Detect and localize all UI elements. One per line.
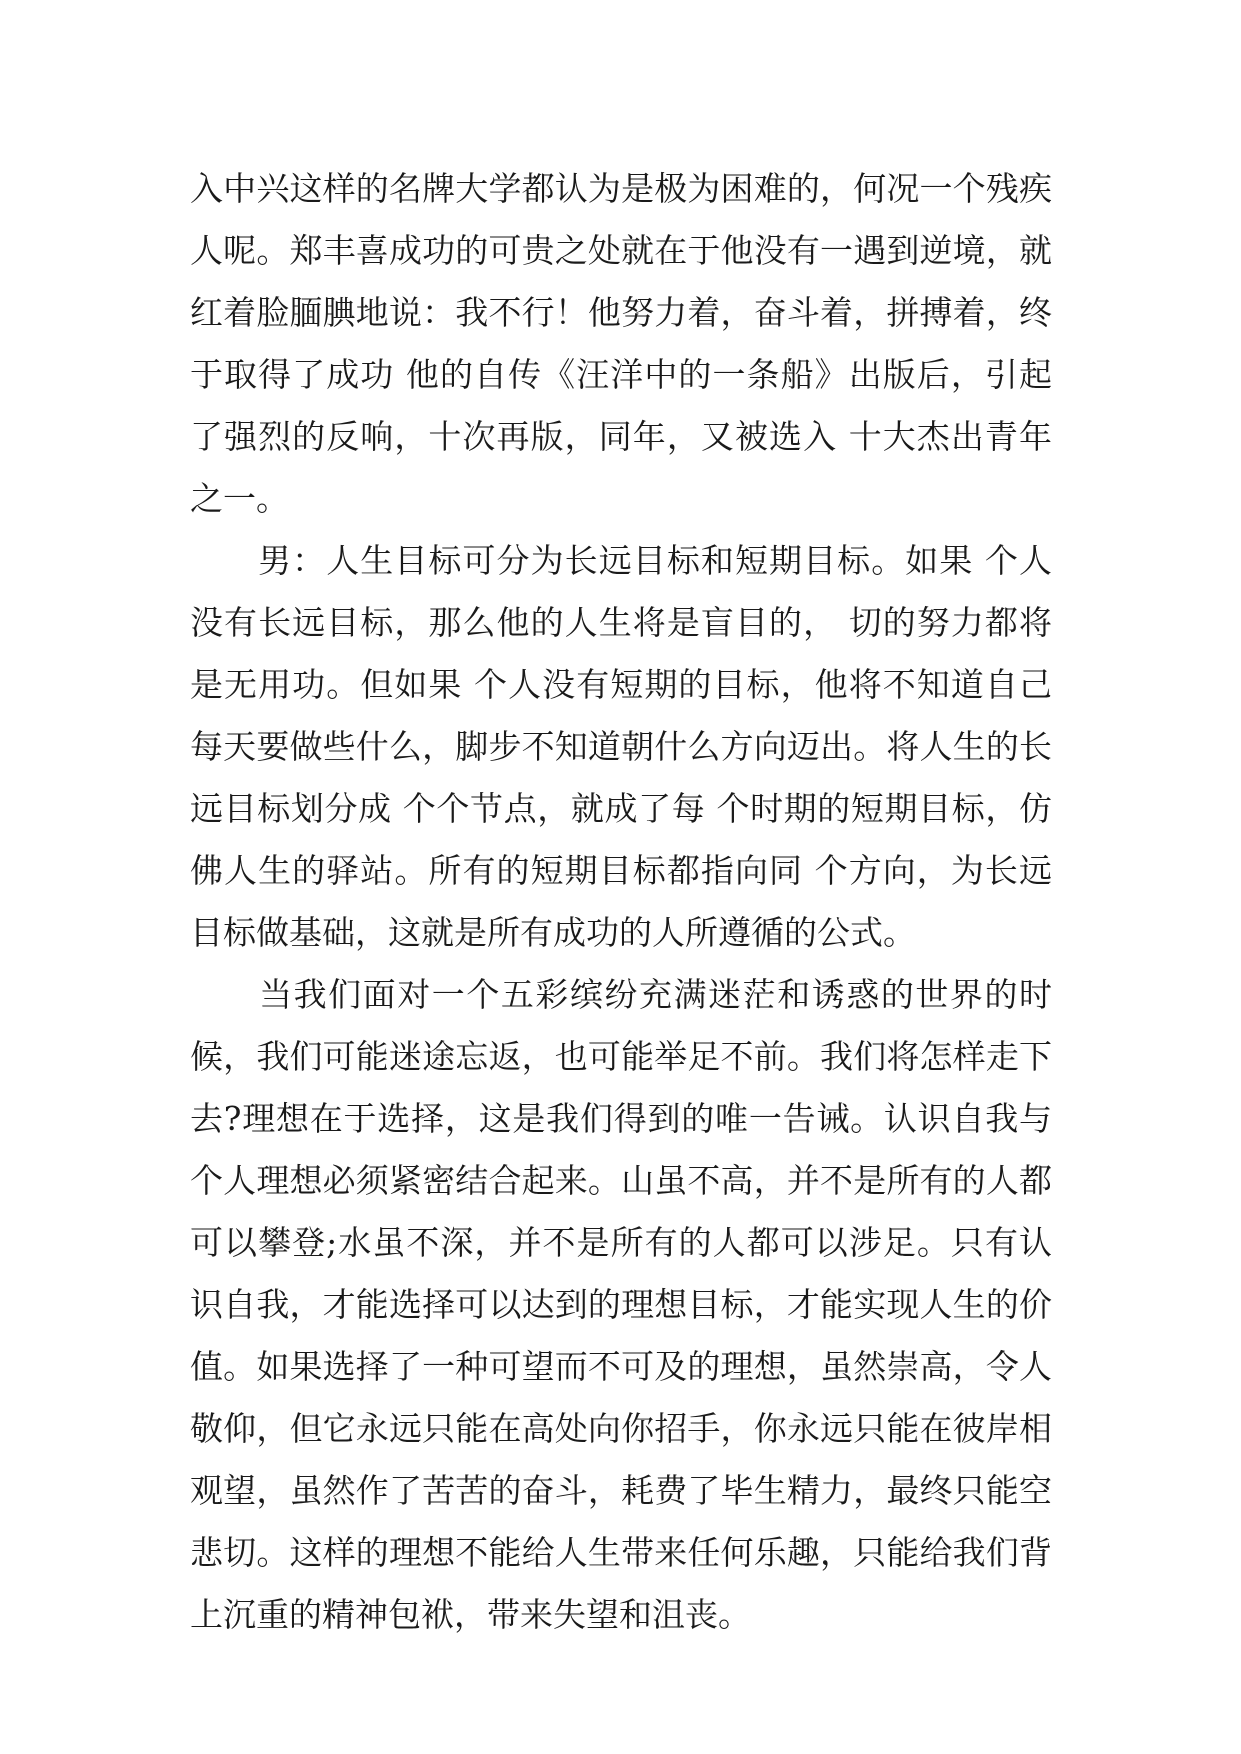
- text-line: 候，我们可能迷途忘返，也可能举足不前。我们将怎样走下: [190, 1037, 1052, 1076]
- text-line: 男：人生目标可分为长远目标和短期目标。如果 个人: [190, 541, 1052, 580]
- text-line: 每天要做些什么，脚步不知道朝什么方向迈出。将人生的长: [190, 727, 1052, 766]
- text-line: 观望，虽然作了苦苦的奋斗，耗费了毕生精力，最终只能空: [190, 1471, 1052, 1510]
- text-line: 之一。: [190, 479, 289, 518]
- text-line: 敬仰，但它永远只能在高处向你招手，你永远只能在彼岸相: [190, 1409, 1052, 1448]
- text-line: 可以攀登;水虽不深，并不是所有的人都可以涉足。只有认: [190, 1223, 1052, 1262]
- text-line: 人呢。郑丰喜成功的可贵之处就在于他没有一遇到逆境，就: [190, 231, 1052, 270]
- body-text: [190, 158, 1052, 1646]
- text-line: 去?理想在于选择，这是我们得到的唯一告诫。认识自我与: [190, 1099, 1052, 1138]
- text-line: 于取得了成功 他的自传《汪洋中的一条船》出版后，引起: [190, 355, 1052, 394]
- text-line: 目标做基础，这就是所有成功的人所遵循的公式。: [190, 913, 916, 952]
- text-line: 当我们面对一个五彩缤纷充满迷茫和诱惑的世界的时: [190, 975, 1052, 1014]
- text-line: 佛人生的驿站。所有的短期目标都指向同 个方向，为长远: [190, 851, 1052, 890]
- text-line: 没有长远目标，那么他的人生将是盲目的， 切的努力都将: [190, 603, 1052, 642]
- text-line: 上沉重的精神包袱，带来失望和沮丧。: [190, 1595, 751, 1634]
- text-line: 个人理想必须紧密结合起来。山虽不高，并不是所有的人都: [190, 1161, 1052, 1200]
- text-line: 了强烈的反响，十次再版，同年，又被选入 十大杰出青年: [190, 417, 1052, 456]
- text-line: 远目标划分成 个个节点，就成了每 个时期的短期目标，仿: [190, 789, 1052, 828]
- text-line: 入中兴这样的名牌大学都认为是极为困难的，何况一个残疾: [190, 169, 1052, 208]
- text-line: 识自我，才能选择可以达到的理想目标，才能实现人生的价: [190, 1285, 1052, 1324]
- text-line: 值。如果选择了一种可望而不可及的理想，虽然崇高，令人: [190, 1347, 1052, 1386]
- text-line: 红着脸腼腆地说：我不行！他努力着，奋斗着，拼搏着，终: [190, 293, 1052, 332]
- text-line: 悲切。这样的理想不能给人生带来任何乐趣，只能给我们背: [190, 1533, 1052, 1572]
- text-line: 是无用功。但如果 个人没有短期的目标，他将不知道自己: [190, 665, 1052, 704]
